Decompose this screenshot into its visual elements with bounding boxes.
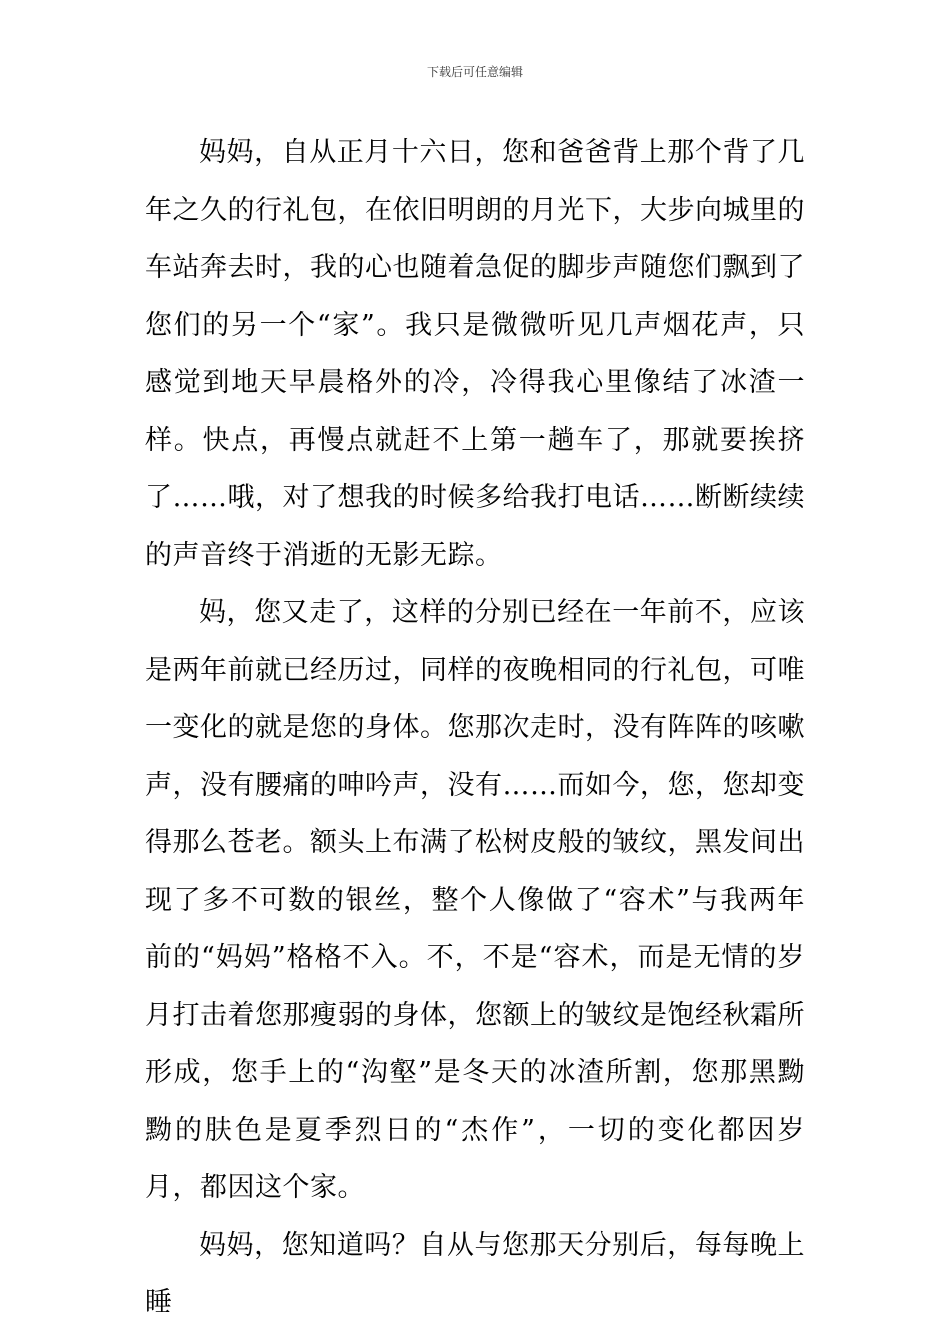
- paragraph-1: 妈妈，自从正月十六日，您和爸爸背上那个背了几年之久的行礼包，在依旧明朗的月光下，大步向城里的车站奔去时，我的心也随着急促的脚步声随您们飘到了您们的另一个“家”。我只是微微听见几声烟花声，只感觉到地天早晨格外的冷，冷得我心里像结了冰渣一样。快点，再慢点就赶不上第一趟车了，那就要挨挤了……哦，对了想我的时候多给我打电话……断断续续的声音终于消逝的无影无踪。: [145, 137, 805, 571]
- paragraph-2: 妈，您又走了，这样的分别已经在一年前不，应该是两年前就已经历过，同样的夜晚相同的行礼包，可唯一变化的就是您的身体。您那次走时，没有阵阵的咳嗽声，没有腰痛的呻吟声，没有……而如今，您，您却变得那么苍老。额头上布满了松树皮般的皱纹，黑发间出现了多不可数的银丝，整个人像做了“容术”与我两年前的“妈妈”格格不入。不，不是“容术，而是无情的岁月打击着您那瘦弱的身体，您额上的皱纹是饱经秋霜所形成，您手上的“沟壑”是冬天的冰渣所割，您那黑黝黝的肤色是夏季烈日的“杰作”，一切的变化都因岁月，都因这个家。: [145, 597, 805, 1203]
- paragraph-3: 妈妈，您知道吗？自从与您那天分别后，每每晚上睡: [145, 1229, 805, 1318]
- body-text: [145, 124, 805, 1332]
- header-note: 下载后可任意编辑: [426, 65, 523, 79]
